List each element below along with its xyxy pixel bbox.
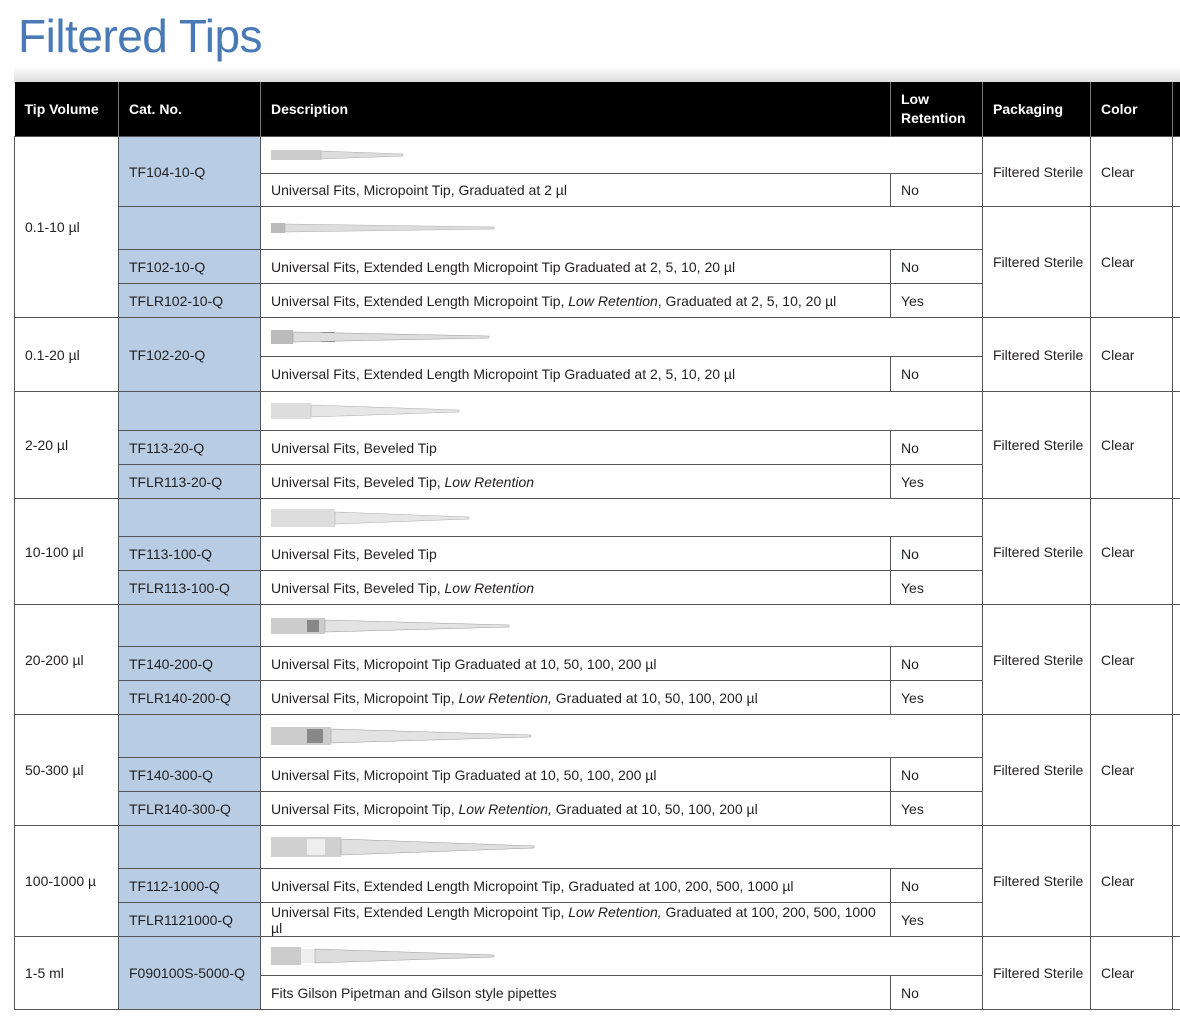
table-row [15, 937, 1180, 976]
tip-image [261, 392, 983, 431]
tip-image [261, 937, 983, 976]
description-cell: Universal Fits, Micropoint Tip Graduated at 10, 50, 100, 200 µl [261, 758, 891, 792]
packaging-cell: Filtered Sterile [983, 605, 1091, 715]
page-title: Filtered Tips [18, 10, 263, 62]
cat-no-cell: TF140-300-Q [119, 758, 261, 792]
volume-cell: 20-200 µl [15, 605, 119, 715]
header-cat-no: Cat. No. [119, 82, 261, 137]
extra-cell [1173, 826, 1180, 937]
packaging-cell: Filtered Sterile [983, 392, 1091, 499]
low-retention-cell: Yes [891, 903, 983, 937]
description-cell: Universal Fits, Extended Length Micropoint Tip Graduated at 2, 5, 10, 20 µl [261, 357, 891, 392]
low-retention-cell: Yes [891, 792, 983, 826]
tip-image [261, 826, 983, 869]
extra-cell [1173, 392, 1180, 499]
header-description: Description [261, 82, 891, 137]
description-cell: Universal Fits, Micropoint Tip, Graduated at 2 µl [261, 174, 891, 207]
cat-no-cell: TF102-10-Q [119, 250, 261, 284]
cat-no-cell: TFLR140-200-Q [119, 681, 261, 715]
header-tip-volume: Tip Volume [15, 82, 119, 137]
cat-no-cell [119, 499, 261, 537]
description-cell: Universal Fits, Micropoint Tip Graduated at 10, 50, 100, 200 µl [261, 647, 891, 681]
header-extra [1173, 82, 1180, 137]
cat-no-cell: F090100S-5000-Q [119, 937, 261, 1010]
color-cell: Clear [1091, 826, 1173, 937]
table-row [15, 207, 1180, 250]
low-retention-cell: No [891, 537, 983, 571]
extra-cell [1173, 605, 1180, 715]
description-cell: Fits Gilson Pipetman and Gilson style pipettes [261, 976, 891, 1010]
packaging-cell: Filtered Sterile [983, 715, 1091, 826]
packaging-cell: Filtered Sterile [983, 937, 1091, 1010]
color-cell: Clear [1091, 207, 1173, 318]
table-row [15, 605, 1180, 647]
description-cell: Universal Fits, Micropoint Tip, Low Retention, Graduated at 10, 50, 100, 200 µl [261, 792, 891, 826]
color-cell: Clear [1091, 937, 1173, 1010]
color-cell: Clear [1091, 392, 1173, 499]
packaging-cell: Filtered Sterile [983, 826, 1091, 937]
cat-no-cell: TFLR113-100-Q [119, 571, 261, 605]
volume-cell: 2-20 µl [15, 392, 119, 499]
cat-no-cell: TF140-200-Q [119, 647, 261, 681]
low-retention-cell: Yes [891, 284, 983, 318]
tip-image [261, 715, 983, 758]
extra-cell [1173, 937, 1180, 1010]
description-cell: Universal Fits, Extended Length Micropoint Tip, Low Retention, Graduated at 100, 200, 500, 1000 µl [261, 903, 891, 937]
color-cell: Clear [1091, 318, 1173, 392]
color-cell: Clear [1091, 605, 1173, 715]
tip-image [261, 318, 983, 357]
low-retention-cell: Yes [891, 465, 983, 499]
cat-no-cell: TFLR140-300-Q [119, 792, 261, 826]
color-cell: Clear [1091, 499, 1173, 605]
extra-cell [1173, 137, 1180, 207]
table-row [15, 499, 1180, 537]
description-cell: Universal Fits, Extended Length Micropoint Tip Graduated at 2, 5, 10, 20 µl [261, 250, 891, 284]
tip-image [261, 207, 983, 250]
description-cell: Universal Fits, Beveled Tip [261, 537, 891, 571]
description-cell: Universal Fits, Beveled Tip, Low Retention [261, 465, 891, 499]
low-retention-cell: No [891, 250, 983, 284]
table-row [15, 137, 1180, 174]
cat-no-cell [119, 826, 261, 869]
tip-image [261, 605, 983, 647]
extra-cell [1173, 318, 1180, 392]
low-retention-cell: No [891, 758, 983, 792]
description-cell: Universal Fits, Beveled Tip, Low Retention [261, 571, 891, 605]
cat-no-cell: TF113-100-Q [119, 537, 261, 571]
cat-no-cell [119, 207, 261, 250]
cat-no-cell [119, 715, 261, 758]
low-retention-cell: Yes [891, 681, 983, 715]
extra-cell [1173, 715, 1180, 826]
volume-cell: 0.1-20 µl [15, 318, 119, 392]
low-retention-cell: No [891, 431, 983, 465]
description-cell: Universal Fits, Beveled Tip [261, 431, 891, 465]
description-cell: Universal Fits, Extended Length Micropoint Tip, Graduated at 100, 200, 500, 1000 µl [261, 869, 891, 903]
cat-no-cell: TF102-20-Q [119, 318, 261, 392]
packaging-cell: Filtered Sterile [983, 137, 1091, 207]
description-cell: Universal Fits, Micropoint Tip, Low Retention, Graduated at 10, 50, 100, 200 µl [261, 681, 891, 715]
tip-image [261, 499, 983, 537]
cat-no-cell: TF104-10-Q [119, 137, 261, 207]
table-header-row [15, 82, 1180, 137]
cat-no-cell: TFLR113-20-Q [119, 465, 261, 499]
header-packaging: Packaging [983, 82, 1091, 137]
cat-no-cell: TF113-20-Q [119, 431, 261, 465]
color-cell: Clear [1091, 715, 1173, 826]
volume-cell: 100-1000 µ [15, 826, 119, 937]
table-row [15, 826, 1180, 869]
description-cell: Universal Fits, Extended Length Micropoint Tip, Low Retention, Graduated at 2, 5, 10, 20 µl [261, 284, 891, 318]
extra-cell [1173, 207, 1180, 318]
table-row [15, 318, 1180, 357]
cat-no-cell [119, 392, 261, 431]
table-row [15, 715, 1180, 758]
volume-cell: 0.1-10 µl [15, 137, 119, 318]
tip-image [261, 137, 983, 174]
packaging-cell: Filtered Sterile [983, 207, 1091, 318]
low-retention-cell: Yes [891, 571, 983, 605]
low-retention-cell: No [891, 174, 983, 207]
cat-no-cell [119, 605, 261, 647]
color-cell: Clear [1091, 137, 1173, 207]
table-row [15, 392, 1180, 431]
low-retention-cell: No [891, 647, 983, 681]
header-color: Color [1091, 82, 1173, 137]
low-retention-cell: No [891, 976, 983, 1010]
header-low-retention: Low Retention [891, 82, 983, 137]
cat-no-cell: TFLR102-10-Q [119, 284, 261, 318]
volume-cell: 1-5 ml [15, 937, 119, 1010]
packaging-cell: Filtered Sterile [983, 499, 1091, 605]
packaging-cell: Filtered Sterile [983, 318, 1091, 392]
cat-no-cell: TFLR1121000-Q [119, 903, 261, 937]
volume-cell: 10-100 µl [15, 499, 119, 605]
cat-no-cell: TF112-1000-Q [119, 869, 261, 903]
low-retention-cell: No [891, 869, 983, 903]
low-retention-cell: No [891, 357, 983, 392]
filtered-tips-table [14, 82, 1180, 1010]
volume-cell: 50-300 µl [15, 715, 119, 826]
extra-cell [1173, 499, 1180, 605]
